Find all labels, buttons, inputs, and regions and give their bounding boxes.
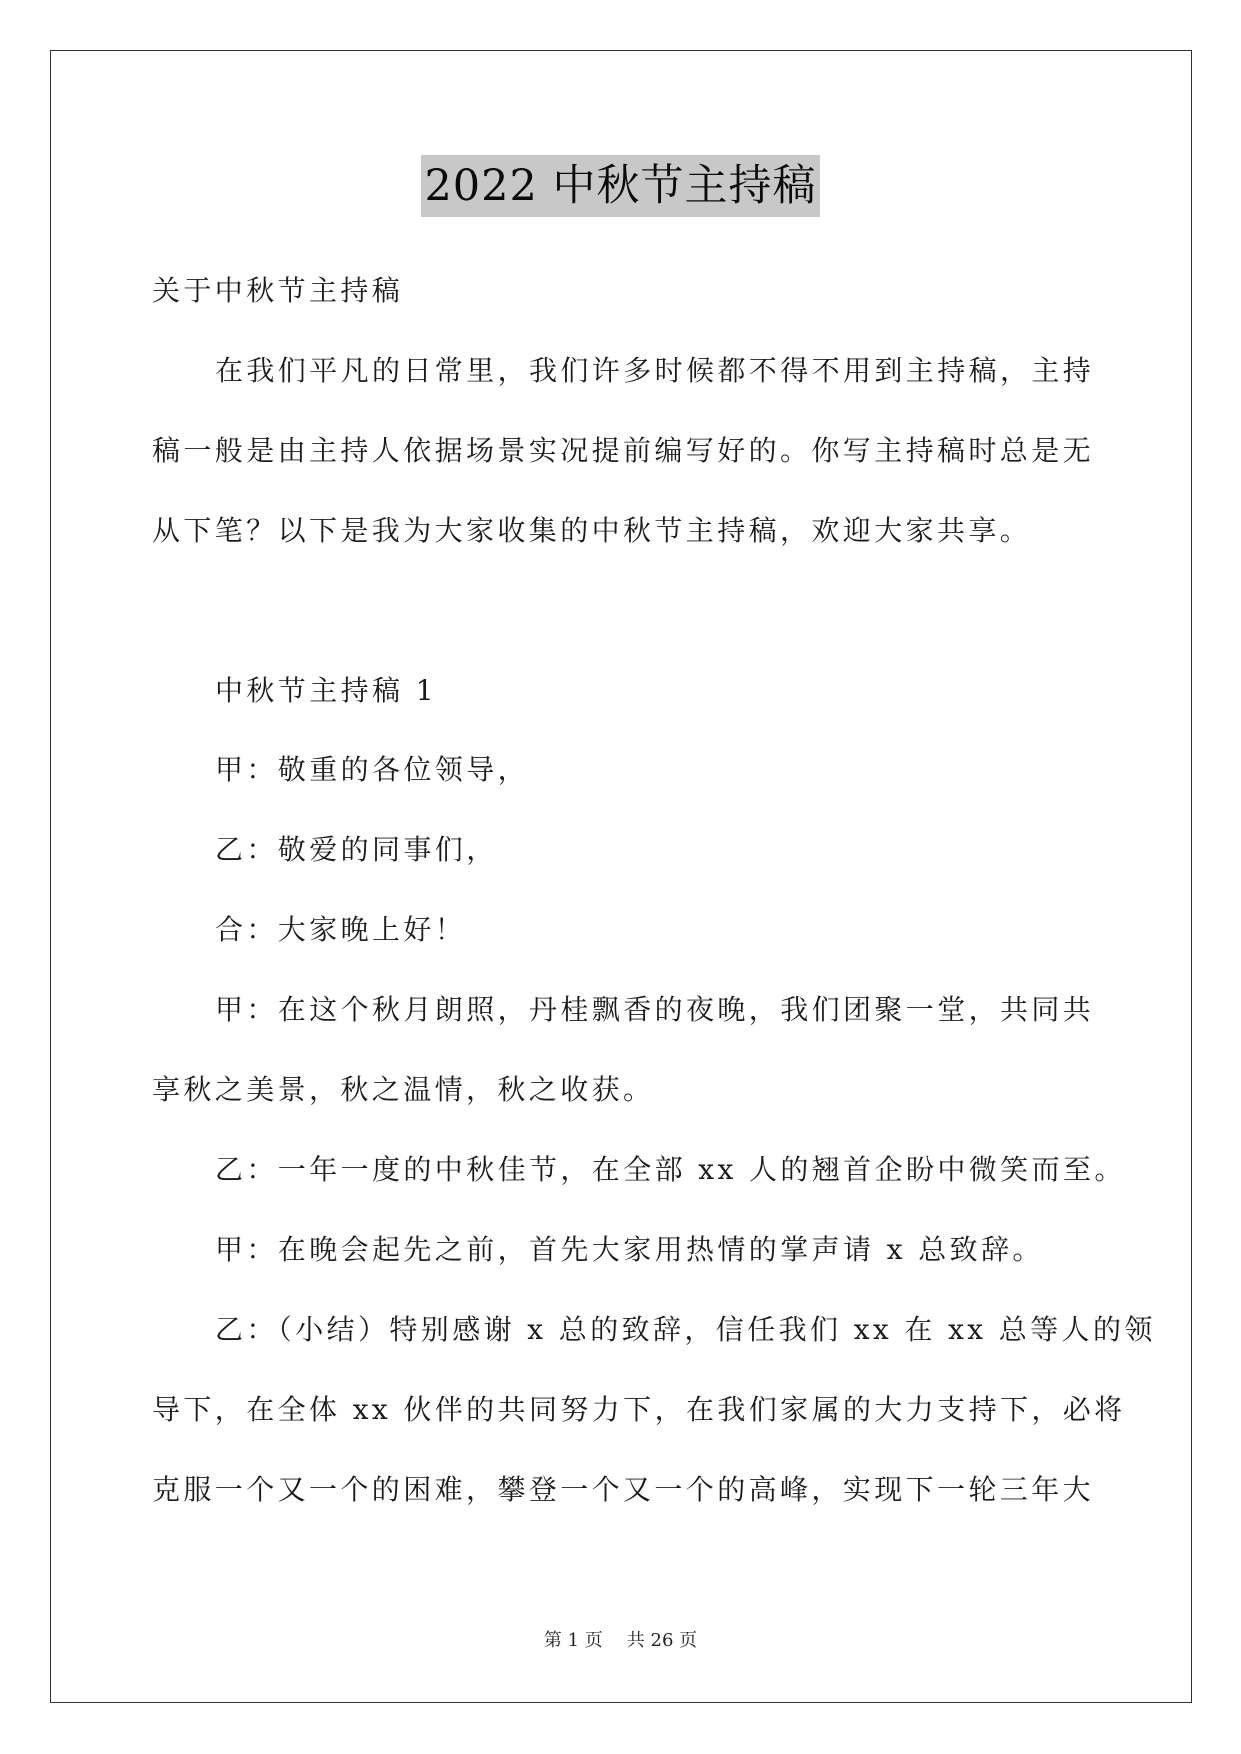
page-footer [0,1629,1241,1653]
section-heading: 中秋节主持稿 1 [215,674,437,707]
paragraph-line: 在我们平凡的日常里，我们许多时候都不得不用到主持稿，主持 [215,354,1095,387]
dialogue-line: 导下，在全体 xx 伙伴的共同努力下，在我们家属的大力支持下，必将 [152,1393,1126,1426]
document-title: 2022 中秋节主持稿 [421,155,819,217]
dialogue-line: 乙：一年一度的中秋佳节，在全部 xx 人的翘首企盼中微笑而至。 [215,1153,1126,1186]
dialogue-line: 乙：（小结）特别感谢 x 总的致辞，信任我们 xx 在 xx 总等人的领 [215,1313,1156,1346]
subtitle-line: 关于中秋节主持稿 [152,274,404,307]
page-number: 第 1 页 [543,1630,603,1651]
paragraph-line: 稿一般是由主持人依据场景实况提前编写好的。你写主持稿时总是无 [152,434,1095,467]
dialogue-line: 合：大家晚上好！ [215,913,467,946]
title-container [0,155,1241,217]
dialogue-line: 克服一个又一个的困难，攀登一个又一个的高峰，实现下一轮三年大 [152,1473,1095,1506]
dialogue-line: 甲：敬重的各位领导， [215,753,530,786]
dialogue-line: 甲：在这个秋月朗照，丹桂飘香的夜晚，我们团聚一堂，共同共 [215,993,1095,1026]
dialogue-line: 甲：在晚会起先之前，首先大家用热情的掌声请 x 总致辞。 [215,1233,1044,1266]
paragraph-line: 从下笔？以下是我为大家收集的中秋节主持稿，欢迎大家共享。 [152,514,1032,547]
page-total: 共 26 页 [626,1630,698,1651]
dialogue-line: 乙：敬爱的同事们， [215,833,498,866]
dialogue-line: 享秋之美景，秋之温情，秋之收获。 [152,1073,655,1106]
